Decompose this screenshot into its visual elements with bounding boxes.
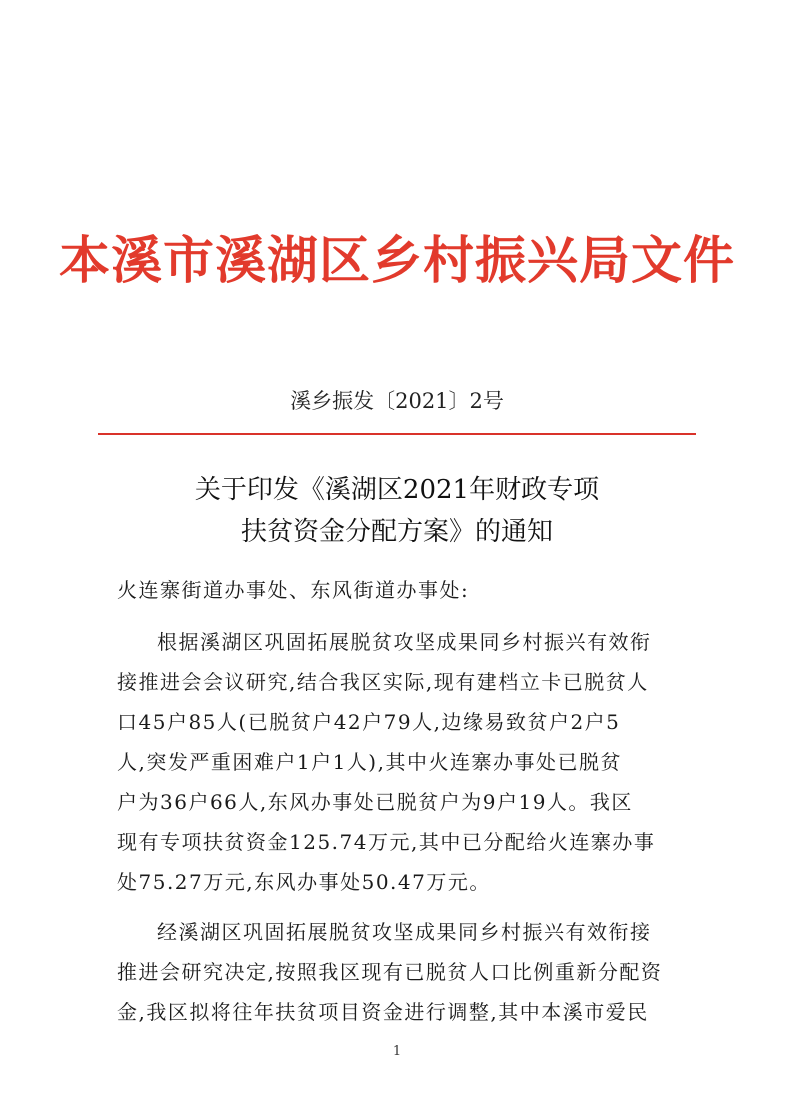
body-paragraph-line: 根据溪湖区巩固拓展脱贫攻坚成果同乡村振兴有效衔 (157, 630, 652, 654)
body-paragraph-line: 户为36户66人,东风办事处已脱贫户为9户19人。我区 (117, 790, 633, 814)
body-paragraph-line: 接推进会会议研究,结合我区实际,现有建档立卡已脱贫人 (117, 670, 649, 694)
body-paragraph-line: 推进会研究决定,按照我区现有已脱贫人口比例重新分配资 (117, 960, 663, 984)
body-paragraph-line: 人,突发严重困难户1户1人),其中火连寨办事处已脱贫 (117, 750, 622, 774)
body-paragraph-line: 金,我区拟将往年扶贫项目资金进行调整,其中本溪市爱民 (117, 1000, 649, 1024)
body-paragraph-line: 经溪湖区巩固拓展脱贫攻坚成果同乡村振兴有效衔接 (157, 920, 652, 944)
document-title-line-1: 关于印发《溪湖区2021年财政专项 (194, 475, 600, 505)
page-number: 1 (392, 1044, 402, 1059)
document-number: 溪乡振发〔2021〕2号 (290, 389, 504, 413)
body-paragraph-line: 现有专项扶贫资金125.74万元,其中已分配给火连寨办事 (117, 830, 656, 854)
body-paragraph-line: 口45户85人(已脱贫户42户79人,边缘易致贫户2户5 (117, 710, 621, 734)
body-paragraph-line: 处75.27万元,东风办事处50.47万元。 (117, 870, 491, 894)
issuer-header-title: 本溪市溪湖区乡村振兴局文件 (58, 231, 735, 291)
document-title-line-2: 扶贫资金分配方案》的通知 (240, 517, 553, 547)
red-divider-line (98, 433, 696, 435)
addressee-line: 火连寨街道办事处、东风街道办事处: (117, 578, 470, 602)
